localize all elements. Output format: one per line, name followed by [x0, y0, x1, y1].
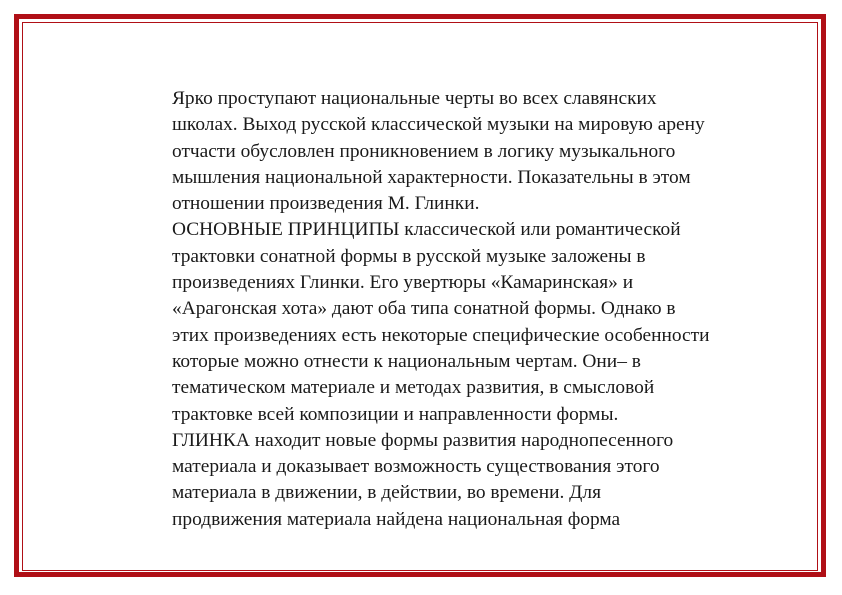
text-line: которые можно отнести к национальным чертам. Они– в	[172, 350, 641, 372]
text-line: ОСНОВНЫЕ ПРИНЦИПЫ классической или романтической	[172, 219, 681, 241]
text-line: тематическом материале и методах развития, в смысловой	[172, 377, 655, 399]
text-line: ГЛИНКА находит новые формы развития народнопесенного	[172, 429, 674, 451]
text-line: «Арагонская хота» дают оба типа сонатной формы. Однако в	[172, 298, 676, 320]
text-line: материала в движении, в действии, во времени. Для	[172, 482, 601, 504]
text-line: трактовке всей композиции и направленности формы.	[172, 403, 619, 425]
text-line: отчасти обусловлен проникновением в логику музыкального	[172, 140, 676, 162]
text-line: продвижения материала найдена национальная форма	[172, 508, 621, 530]
text-line: этих произведениях есть некоторые специфические особенности	[172, 324, 710, 346]
text-line: Ярко проступают национальные черты во всех славянских	[172, 88, 657, 109]
text-line: материала и доказывает возможность существования этого	[172, 456, 660, 478]
text-line: школах. Выход русской классической музыки на мировую арену	[172, 114, 705, 136]
text-line: отношении произведения М. Глинки.	[172, 193, 480, 215]
text-line: мышления национальной характерности. Показательны в этом	[172, 166, 691, 188]
text-line: трактовки сонатной формы в русской музыке заложены в	[172, 245, 646, 267]
body-text	[172, 86, 792, 533]
text-line: произведениях Глинки. Его увертюры «Камаринская» и	[172, 272, 634, 294]
